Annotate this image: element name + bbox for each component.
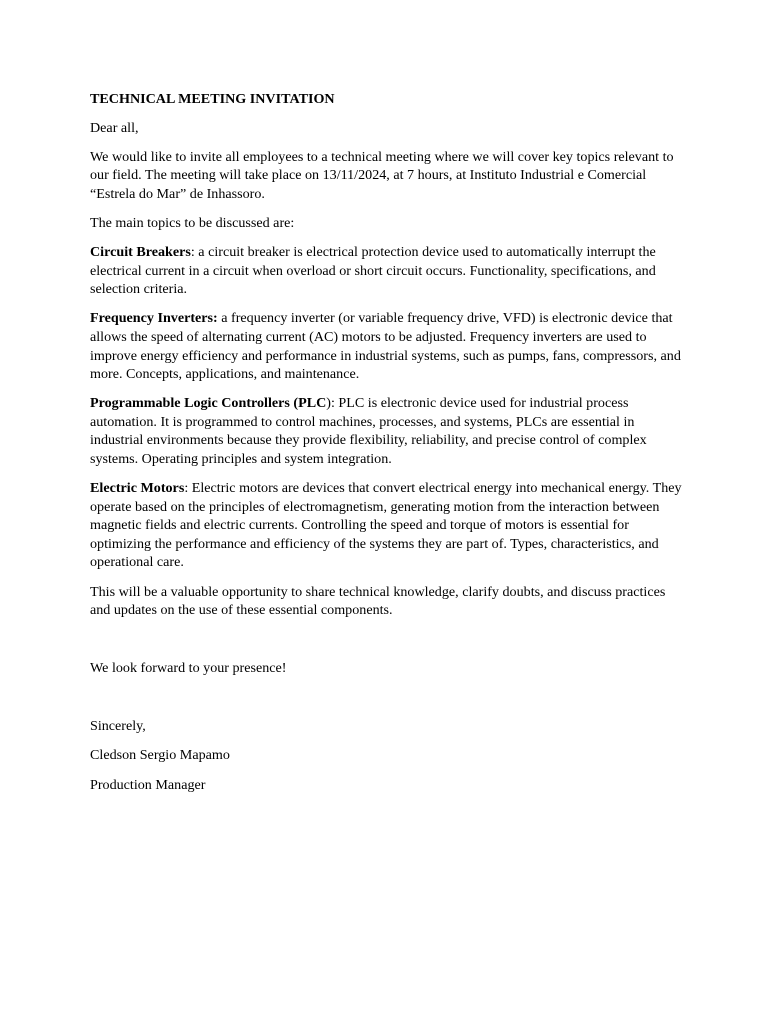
- signer-role: Production Manager: [90, 776, 206, 793]
- letter-title: TECHNICAL MEETING INVITATION: [90, 91, 335, 107]
- topic-heading: Programmable Logic Controllers (PLC: [90, 395, 327, 412]
- greeting: Dear all,: [90, 119, 139, 136]
- topic-body: : a circuit breaker is electrical protection device used to automatically interrupt the electrical current in a circuit when overload or short circuit occurs. Functionality, specifications, and selection criteria.: [90, 244, 656, 298]
- look-forward-line: We look forward to your presence!: [90, 660, 287, 677]
- topic-body: a frequency inverter (or variable frequency drive, VFD) is electronic device that allows the speed of alternating current (AC) motors to be adjusted. Frequency inverters are used to improve energy efficiency and performance in industrial systems, such as pumps, fans, compressors, and more. Concepts, applications, and maintenance.: [90, 310, 681, 383]
- topic-paragraph: [90, 479, 682, 572]
- topic-heading: Electric Motors: [90, 480, 185, 497]
- topic-heading: Circuit Breakers: [90, 244, 191, 261]
- letter-page: [90, 90, 682, 805]
- topic-body: : Electric motors are devices that convert electrical energy into mechanical energy. They operate based on the principles of electromagnetism, generating motion from the interaction between magnetic fields and electric currents. Controlling the speed and torque of motors is essential for optimizing the performance and efficiency of the systems they are part of. Types, characteristics, and operational care.: [90, 480, 682, 571]
- topic-paragraph: [90, 243, 682, 299]
- blank-line: [90, 688, 682, 717]
- signer-name: Cledson Sergio Mapamo: [90, 747, 230, 764]
- sign-off: Sincerely,: [90, 718, 146, 735]
- closing-paragraph: This will be a valuable opportunity to share technical knowledge, clarify doubts, and discuss practices and updates on the use of these essential components.: [90, 583, 666, 619]
- topic-paragraph: [90, 309, 682, 383]
- topic-body: ): PLC is electronic device used for industrial process automation. It is programmed to control machines, processes, and systems, PLCs are essential in industrial environments because they provide flexibility, reliability, and precise control of complex systems. Operating principles and system integration.: [90, 395, 647, 467]
- blank-line: [90, 630, 682, 659]
- topics-intro: The main topics to be discussed are:: [90, 214, 295, 231]
- topic-paragraph: [90, 394, 682, 468]
- intro-paragraph: We would like to invite all employees to a technical meeting where we will cover key topics relevant to our field. The meeting will take place on 13/11/2024, at 7 hours, at Instituto Industrial e Comercial “Estrela do Mar” de Inhassoro.: [90, 148, 674, 202]
- topic-heading: Frequency Inverters:: [90, 310, 218, 327]
